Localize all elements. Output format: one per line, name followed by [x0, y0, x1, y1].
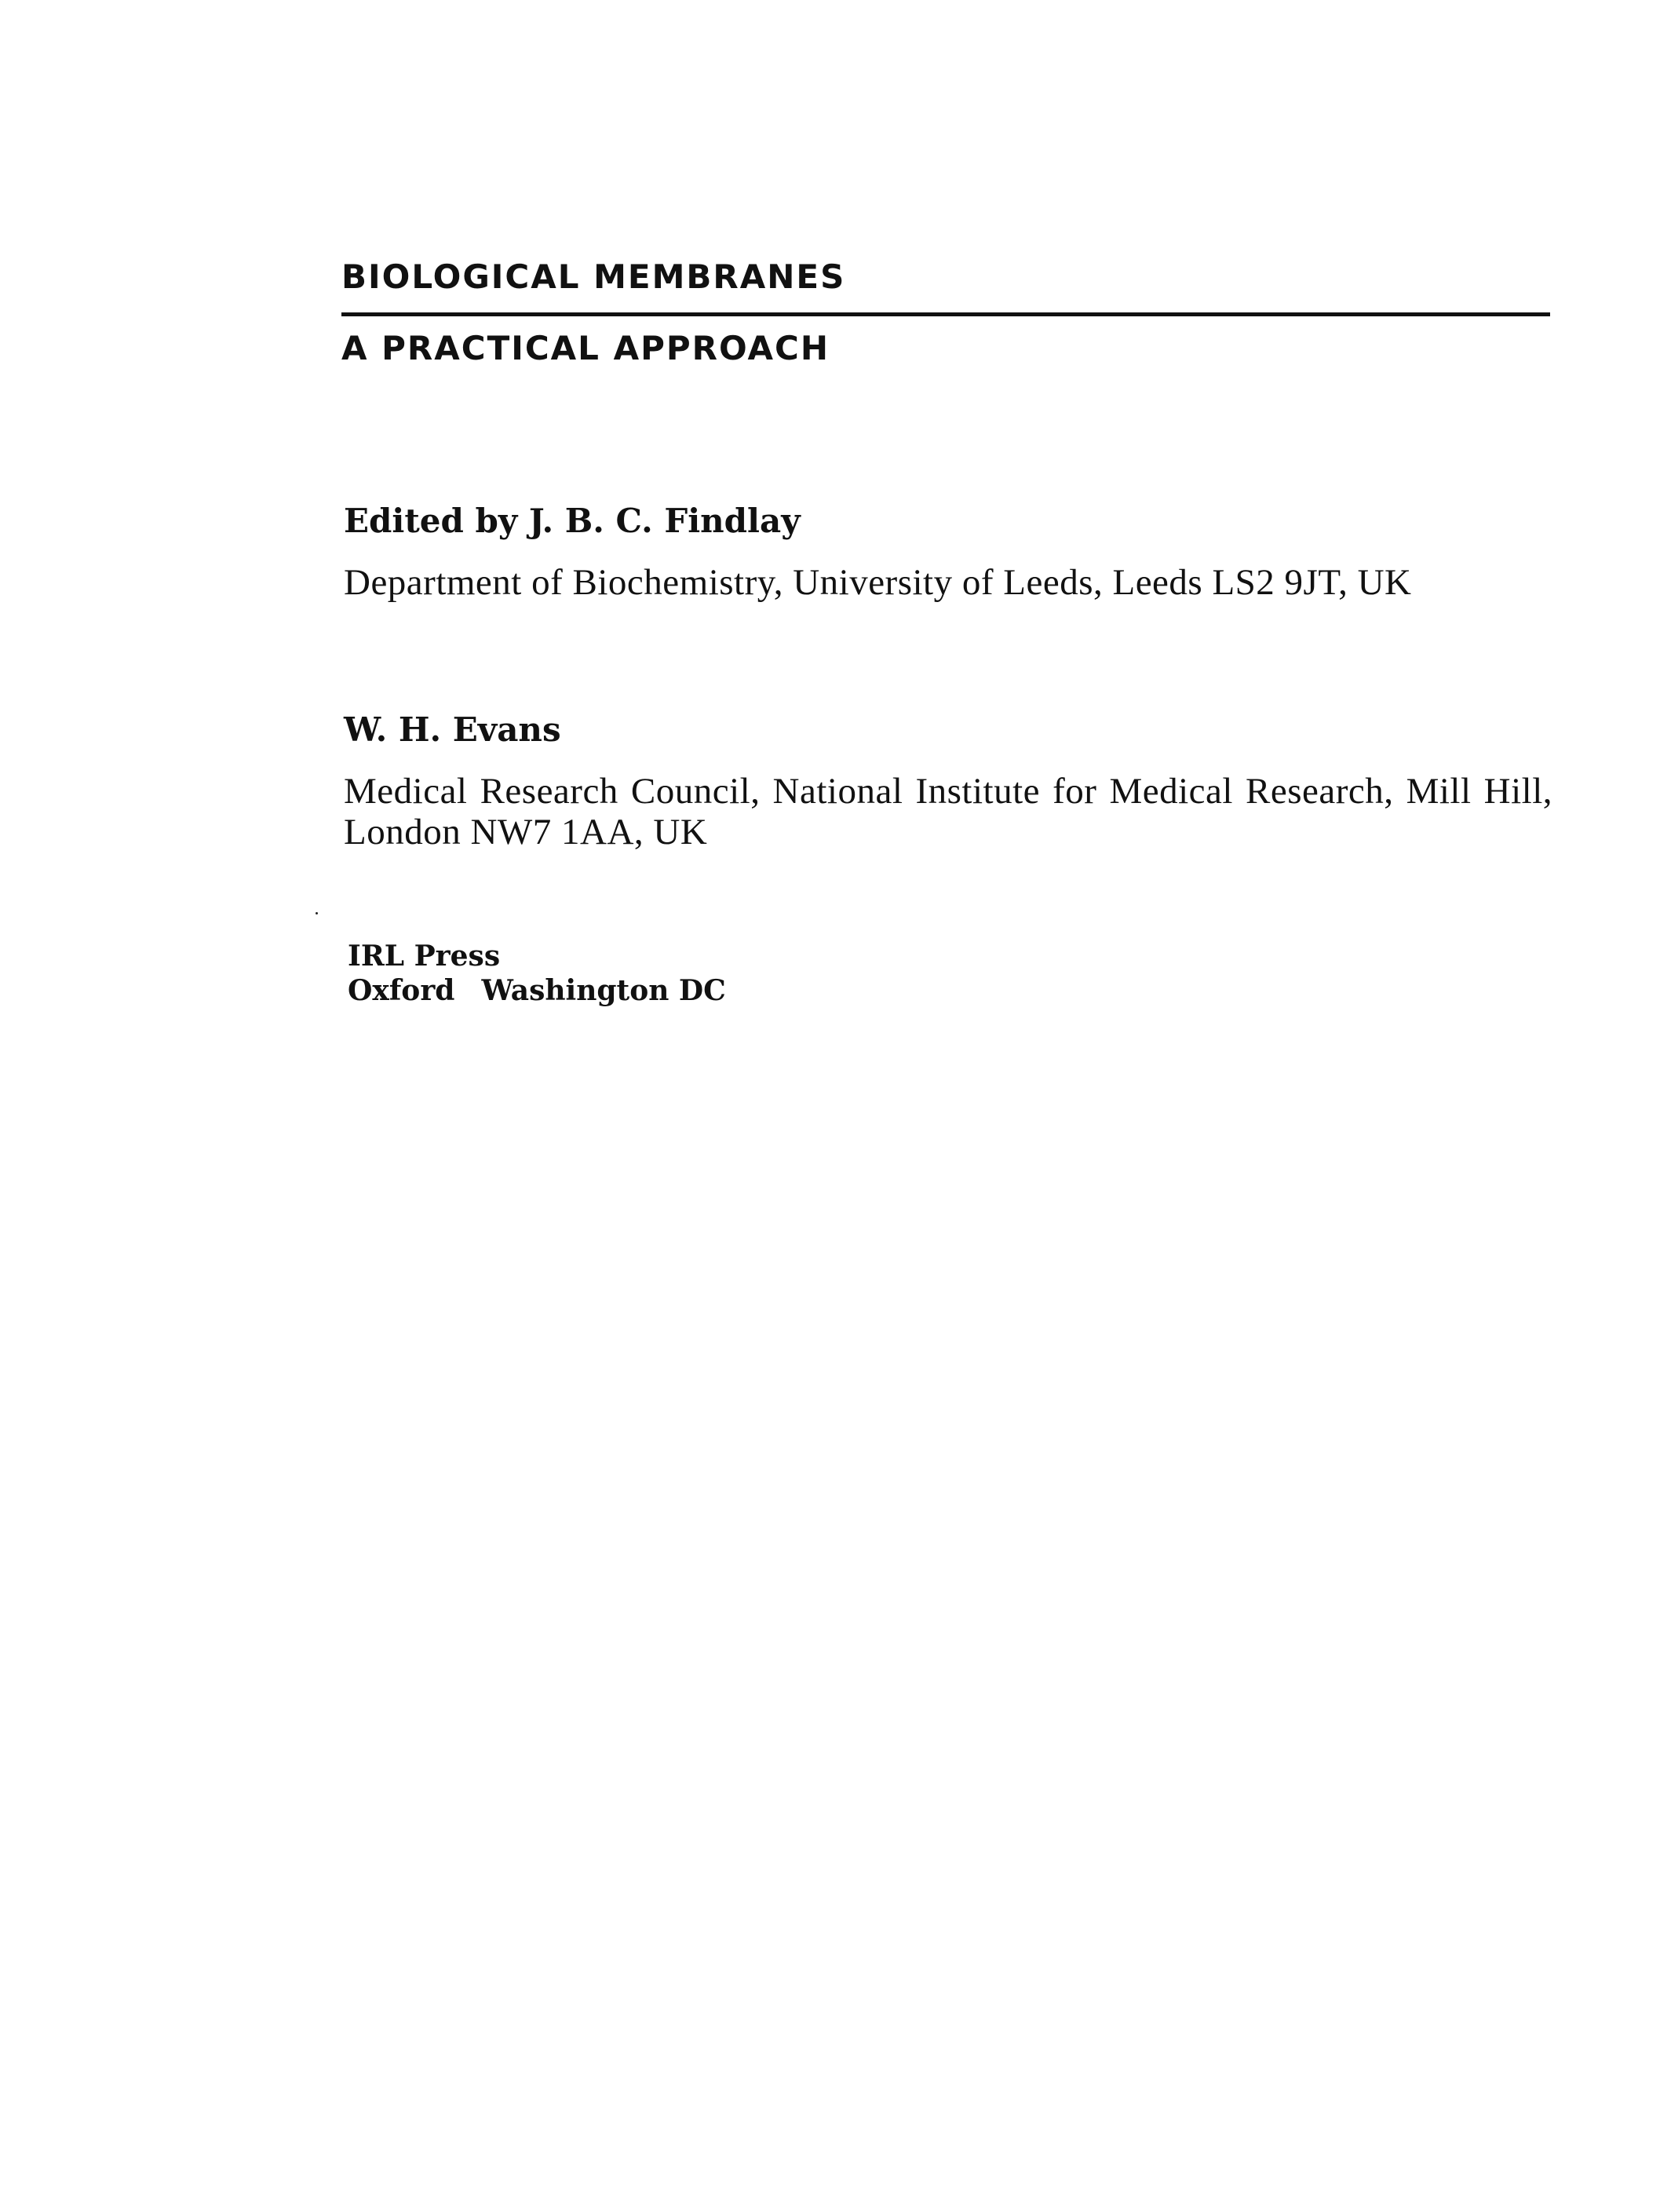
editor-2-affiliation: Medical Research Council, National Institute for Medical Research, Mill Hill, London NW7 1AA, UK: [344, 771, 1552, 852]
editor-1-name: Edited by J. B. C. Findlay: [344, 502, 801, 540]
editor-2-name: W. H. Evans: [344, 710, 561, 749]
editor-1: [344, 498, 1552, 603]
editor-2: [344, 706, 1552, 852]
book-title: BIOLOGICAL MEMBRANES: [341, 257, 846, 296]
title-block: [341, 253, 1550, 373]
stray-mark: [316, 912, 318, 914]
book-subtitle: A PRACTICAL APPROACH: [341, 329, 830, 367]
publisher-name: IRL Press: [348, 940, 501, 973]
editor-1-affiliation: Department of Biochemistry, University of Leeds, Leeds LS2 9JT, UK: [344, 562, 1412, 603]
publisher-city-2: Washington DC: [481, 974, 726, 1007]
publisher-cities: [348, 973, 726, 1008]
title-rule: [341, 312, 1550, 316]
publisher-city-1: Oxford: [348, 974, 455, 1007]
publisher-block: [348, 939, 726, 1008]
